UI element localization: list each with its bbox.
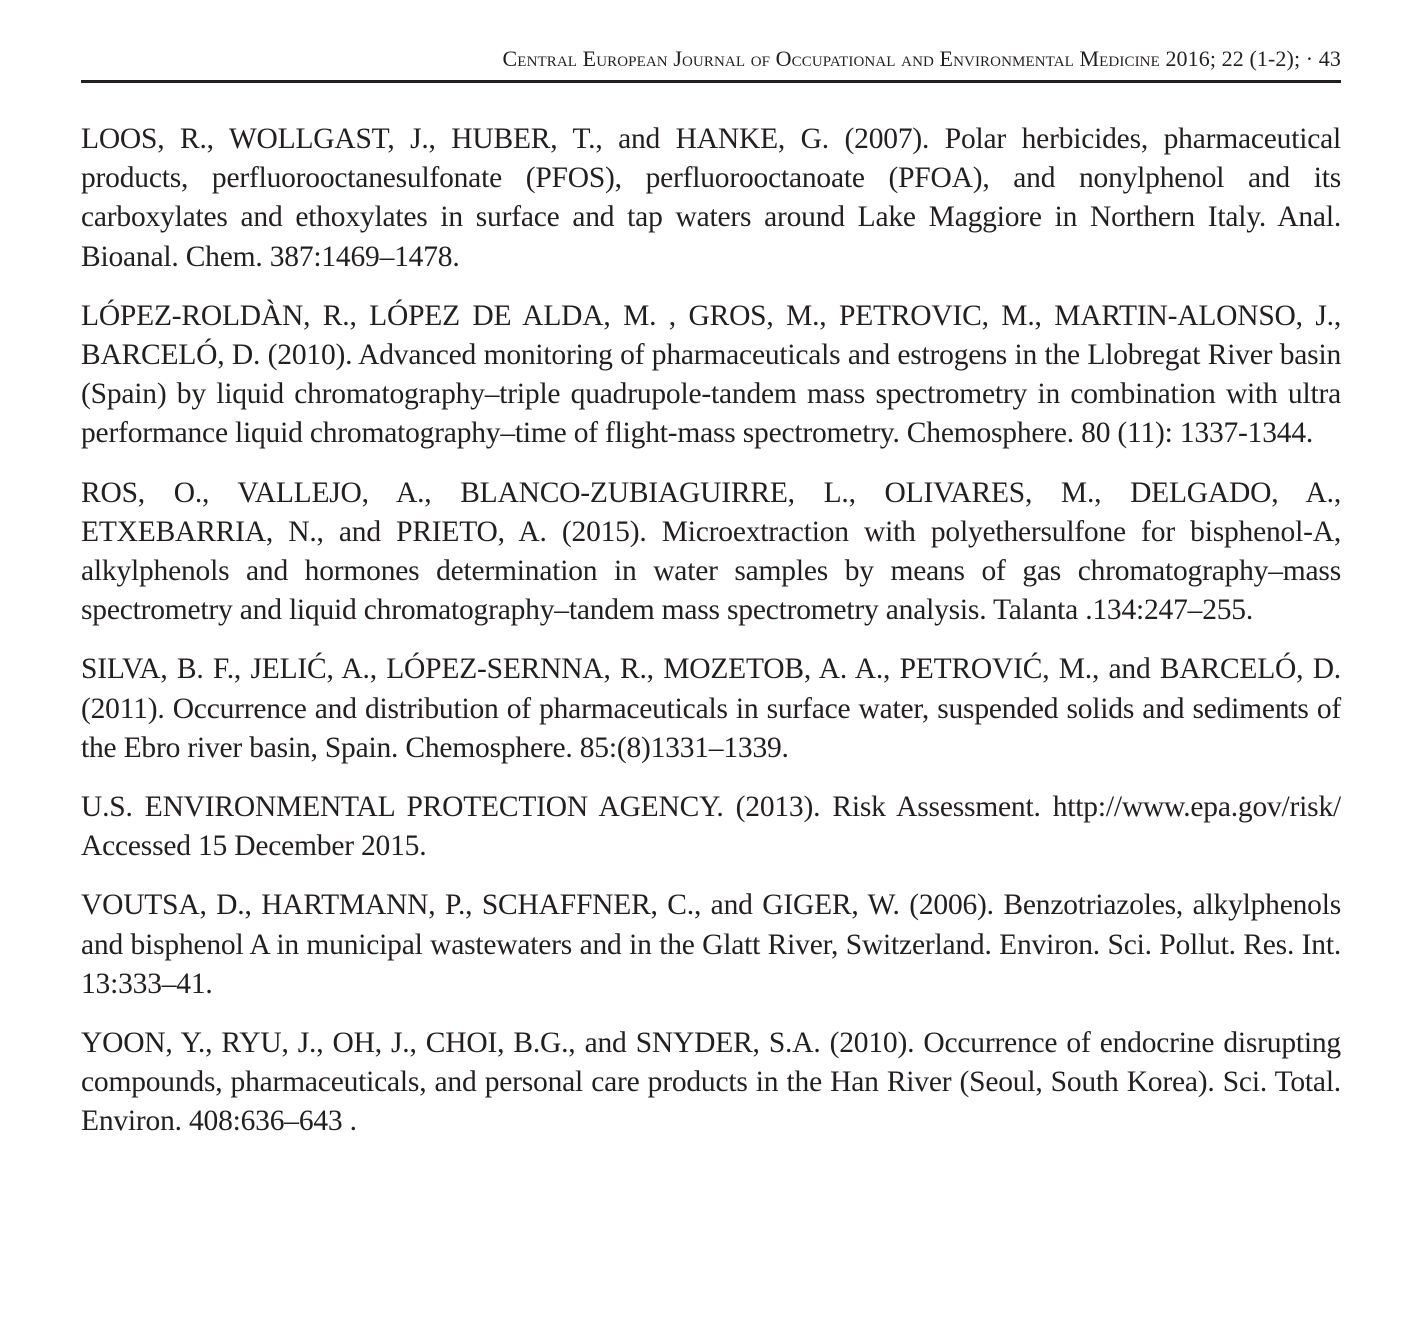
reference-list bbox=[81, 120, 1341, 1162]
running-header bbox=[81, 44, 1341, 83]
reference-entry-voutsa: VOUTSA, D., HARTMANN, P., SCHAFFNER, C., and GIGER, W. (2006). Benzotriazoles, alkylphenols and bisphenol A in municipal wastewaters and in the Glatt River, Switzerland. Environ. Sci. Pollut. Res. Int. 13:333–41. bbox=[81, 889, 1341, 1000]
reference-entry-silva: SILVA, B. F., JELIĆ, A., LÓPEZ-SERNNA, R., MOZETOB, A. A., PETROVIĆ, M., and BARCELÓ, D. (2011). Occurrence and distribution of pharmaceuticals in surface water, suspended solids and sediments of the Ebro river basin, Spain. Chemosphere. 85:(8)1331–1339. bbox=[81, 653, 1341, 764]
reference-entry-yoon: YOON, Y., RYU, J., OH, J., CHOI, B.G., and SNYDER, S.A. (2010). Occurrence of endocrine disrupting compounds, pharmaceuticals, and personal care products in the Han River (Seoul, South Korea). Sci. Total. Environ. 408:636–643 . bbox=[81, 1027, 1341, 1138]
reference-entry-ros: ROS, O., VALLEJO, A., BLANCO-ZUBIAGUIRRE, L., OLIVARES, M., DELGADO, A., ETXEBARRIA, N., and PRIETO, A. (2015). Microextraction with polyethersulfone for bisphenol-A, alkylphenols and hormones determination in water samples by means of gas chromatography–mass spectrometry and liquid chromatography–tandem mass spectrometry analysis. Talanta .134:247–255. bbox=[81, 476, 1341, 627]
reference-entry-us-epa: U.S. ENVIRONMENTAL PROTECTION AGENCY. (2013). Risk Assessment. http://www.epa.gov/risk/ Accessed 15 December 2015. bbox=[81, 791, 1341, 863]
reference-entry-loos: LOOS, R., WOLLGAST, J., HUBER, T., and HANKE, G. (2007). Polar herbicides, pharmaceutical products, perfluorooctanesulfonate (PFOS), perfluorooctanoate (PFOA), and nonylphenol and its carboxylates and ethoxylates in surface and tap waters around Lake Maggiore in Northern Italy. Anal. Bioanal. Chem. 387:1469–1478. bbox=[81, 123, 1341, 273]
reference-entry-lopez-roldan: LÓPEZ-ROLDÀN, R., LÓPEZ DE ALDA, M. , GROS, M., PETROVIC, M., MARTIN-ALONSO, J., BARCELÓ, D. (2010). Advanced monitoring of pharmaceuticals and estrogens in the Llobregat River basin (Spain) by liquid chromatography–triple quadrupole-tandem mass spectrometry in combination with ultra performance liquid chromatography–time of flight-mass spectrometry. Chemosphere. 80 (11): 1337-1344. bbox=[81, 299, 1341, 450]
journal-running-title: Central European Journal of Occupational and Environmental Medicine 2016; 22 (1-2); · 43 bbox=[502, 46, 1341, 71]
